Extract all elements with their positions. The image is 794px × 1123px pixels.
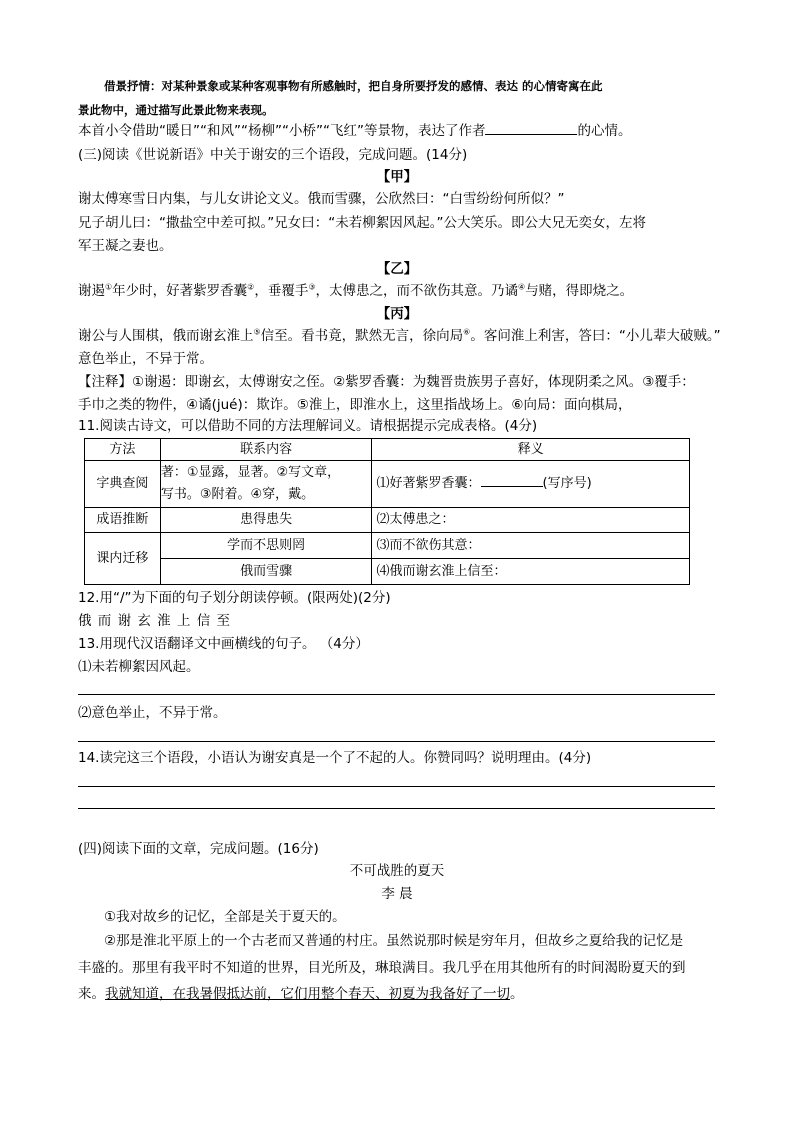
content-cell xyxy=(160,461,372,508)
footnote-marker-6: ⑥ xyxy=(463,327,471,337)
article-author: 李 晨 xyxy=(381,886,413,902)
passage-jia-line-1: 谢太傅寒雪日内集，与儿女讲论文义。俄而雪骤，公欣然曰：“白雪纷纷何所似？” xyxy=(78,191,565,207)
content-cell: 学而不思则罔 xyxy=(160,533,372,559)
content-line-2: 写书。③附着。④穿，戴。 xyxy=(160,487,315,502)
answer-blank[interactable] xyxy=(485,120,577,135)
paragraph-2-line-3 xyxy=(78,984,524,1004)
annotations-line-2: 手巾之类的物件，④谲(jué)：欺诈。⑤淮上，即淮水上，这里指战场上。⑥向局：面向棋局， xyxy=(78,397,632,413)
question-feeling xyxy=(78,120,631,141)
def-label-1: ⑴好著紫罗香囊： xyxy=(376,476,481,491)
def-hint: (写序号) xyxy=(542,476,592,491)
passage-bing-title: 【丙】 xyxy=(376,306,418,322)
p2-text-c: 。 xyxy=(510,986,524,1002)
table-header-row xyxy=(85,439,690,461)
method-dictionary: 字典查阅 xyxy=(85,461,161,508)
header-definition: 释义 xyxy=(372,439,690,461)
answer-line[interactable] xyxy=(78,808,715,809)
yi-text-e: 与赌，得即烧之。 xyxy=(525,283,634,299)
footnote-marker-4: ④ xyxy=(518,282,526,292)
passage-jia-line-2: 兄子胡儿曰：“撒盐空中差可拟。”兄女曰：“未若柳絮因风起。”公大笑乐。即公大兄无奕女，左将 xyxy=(78,215,646,231)
question-feeling-text-a: 本首小令借助“暖日”“和风”“杨柳”“小桥”“飞红”等景物，表达了作者 xyxy=(78,123,486,139)
method-idiom: 成语推断 xyxy=(85,508,161,533)
section3-title: (三)阅读《世说新语》中关于谢安的三个语段，完成问题。(14分) xyxy=(78,147,468,163)
content-cell: 患得患失 xyxy=(160,508,372,533)
yi-text-a: 谢遏 xyxy=(78,283,105,299)
annotations-line-1: 【注释】①谢遏：即谢玄，太傅谢安之侄。②紫罗香囊：为魏晋贵族男子喜好，体现阴柔之风。③覆手： xyxy=(78,374,695,390)
definition-cell-1 xyxy=(372,461,690,508)
paragraph-2-line-1: ②那是淮北平原上的一个古老而又普通的村庄。虽然说那时候是穷年月，但故乡之夏给我的记忆是 xyxy=(104,933,684,949)
paragraph-2-line-2: 丰盛的。那里有我平时不知道的世界，目光所及，琳琅满目。我几乎在用其他所有的时间渴盼夏天的到 xyxy=(78,960,686,976)
passage-yi-line xyxy=(78,281,633,301)
header-content: 联系内容 xyxy=(160,439,372,461)
note-line-1: 借景抒情：对某种景象或某种客观事物有所感触时，把自身所要抒发的感情、表达 的心情寄寓在此 xyxy=(104,79,603,93)
yi-text-d: ，太傅患之，而不欲伤其意。乃谲 xyxy=(315,283,519,299)
paragraph-1: ①我对故乡的记忆，全部是关于夏天的。 xyxy=(104,909,346,925)
answer-line[interactable] xyxy=(78,694,715,695)
passage-bing-line-1 xyxy=(78,326,721,346)
section4-title: (四)阅读下面的文章，完成问题。(16分) xyxy=(78,841,319,857)
q13-item-2: ⑵意色举止，不异于常。 xyxy=(78,705,227,721)
q12-sentence[interactable]: 俄 而 谢 玄 淮 上 信 至 xyxy=(78,613,232,629)
definition-cell-3[interactable]: ⑶而不欲伤其意： xyxy=(372,533,690,559)
p2-text-a: 来。 xyxy=(78,986,105,1002)
footnote-marker-2: ② xyxy=(247,282,255,292)
table-row xyxy=(85,461,690,508)
footnote-marker-3: ③ xyxy=(308,282,316,292)
passage-jia-line-3: 军王凝之妻也。 xyxy=(78,238,173,254)
table-row xyxy=(85,508,690,533)
definition-cell-4[interactable]: ⑷俄而谢玄淮上信至： xyxy=(372,559,690,585)
note-line-2: 景此物中，通过描写此景此物来表现。 xyxy=(78,103,274,117)
answer-line[interactable] xyxy=(78,741,715,742)
article-title: 不可战胜的夏天 xyxy=(349,863,445,879)
q12-prompt: 12.用“/”为下面的句子划分朗读停顿。(限两处)(2分) xyxy=(78,590,391,606)
q14-prompt: 14.读完这三个语段，小语认为谢安真是一个了不起的人。你赞同吗？说明理由。(4分) xyxy=(78,750,592,766)
q11-prompt: 11.阅读古诗文，可以借助不同的方法理解词义。请根据提示完成表格。(4分) xyxy=(78,418,538,434)
table-row xyxy=(85,559,690,585)
answer-blank[interactable] xyxy=(481,474,543,487)
bing-text-c: 。客问淮上利害，答曰：“小儿辈大破贼。” xyxy=(470,328,721,344)
table-row xyxy=(85,533,690,559)
method-transfer: 课内迁移 xyxy=(85,533,161,585)
passage-bing-line-2: 意色举止，不异于常。 xyxy=(78,351,213,367)
footnote-marker-5: ⑤ xyxy=(253,327,261,337)
passage-jia-title: 【甲】 xyxy=(376,169,418,185)
question-feeling-text-b: 的心情。 xyxy=(577,123,632,139)
definition-cell-2[interactable]: ⑵太傅患之： xyxy=(372,508,690,533)
vocab-table xyxy=(84,438,690,585)
footnote-marker-1: ① xyxy=(105,282,113,292)
yi-text-b: 年少时，好著紫罗香囊 xyxy=(112,283,248,299)
q13-prompt: 13.用现代汉语翻译文中画横线的句子。 （4分） xyxy=(78,636,369,652)
content-cell: 俄而雪骤 xyxy=(160,559,372,585)
underlined-sentence: 我就知道，在我暑假抵达前，它们用整个春天、初夏为我备好了一切 xyxy=(105,986,510,1002)
yi-text-c: ，垂覆手 xyxy=(254,283,309,299)
header-method: 方法 xyxy=(85,439,161,461)
answer-line[interactable] xyxy=(78,786,715,787)
passage-yi-title: 【乙】 xyxy=(376,261,418,277)
bing-text-b: 信至。看书竟，默然无言，徐向局 xyxy=(260,328,464,344)
content-line-1: 著：①显露，显著。②写文章， xyxy=(160,465,341,480)
q13-item-1: ⑴未若柳絮因风起。 xyxy=(78,659,200,675)
bing-text-a: 谢公与人围棋，俄而谢玄淮上 xyxy=(78,328,254,344)
